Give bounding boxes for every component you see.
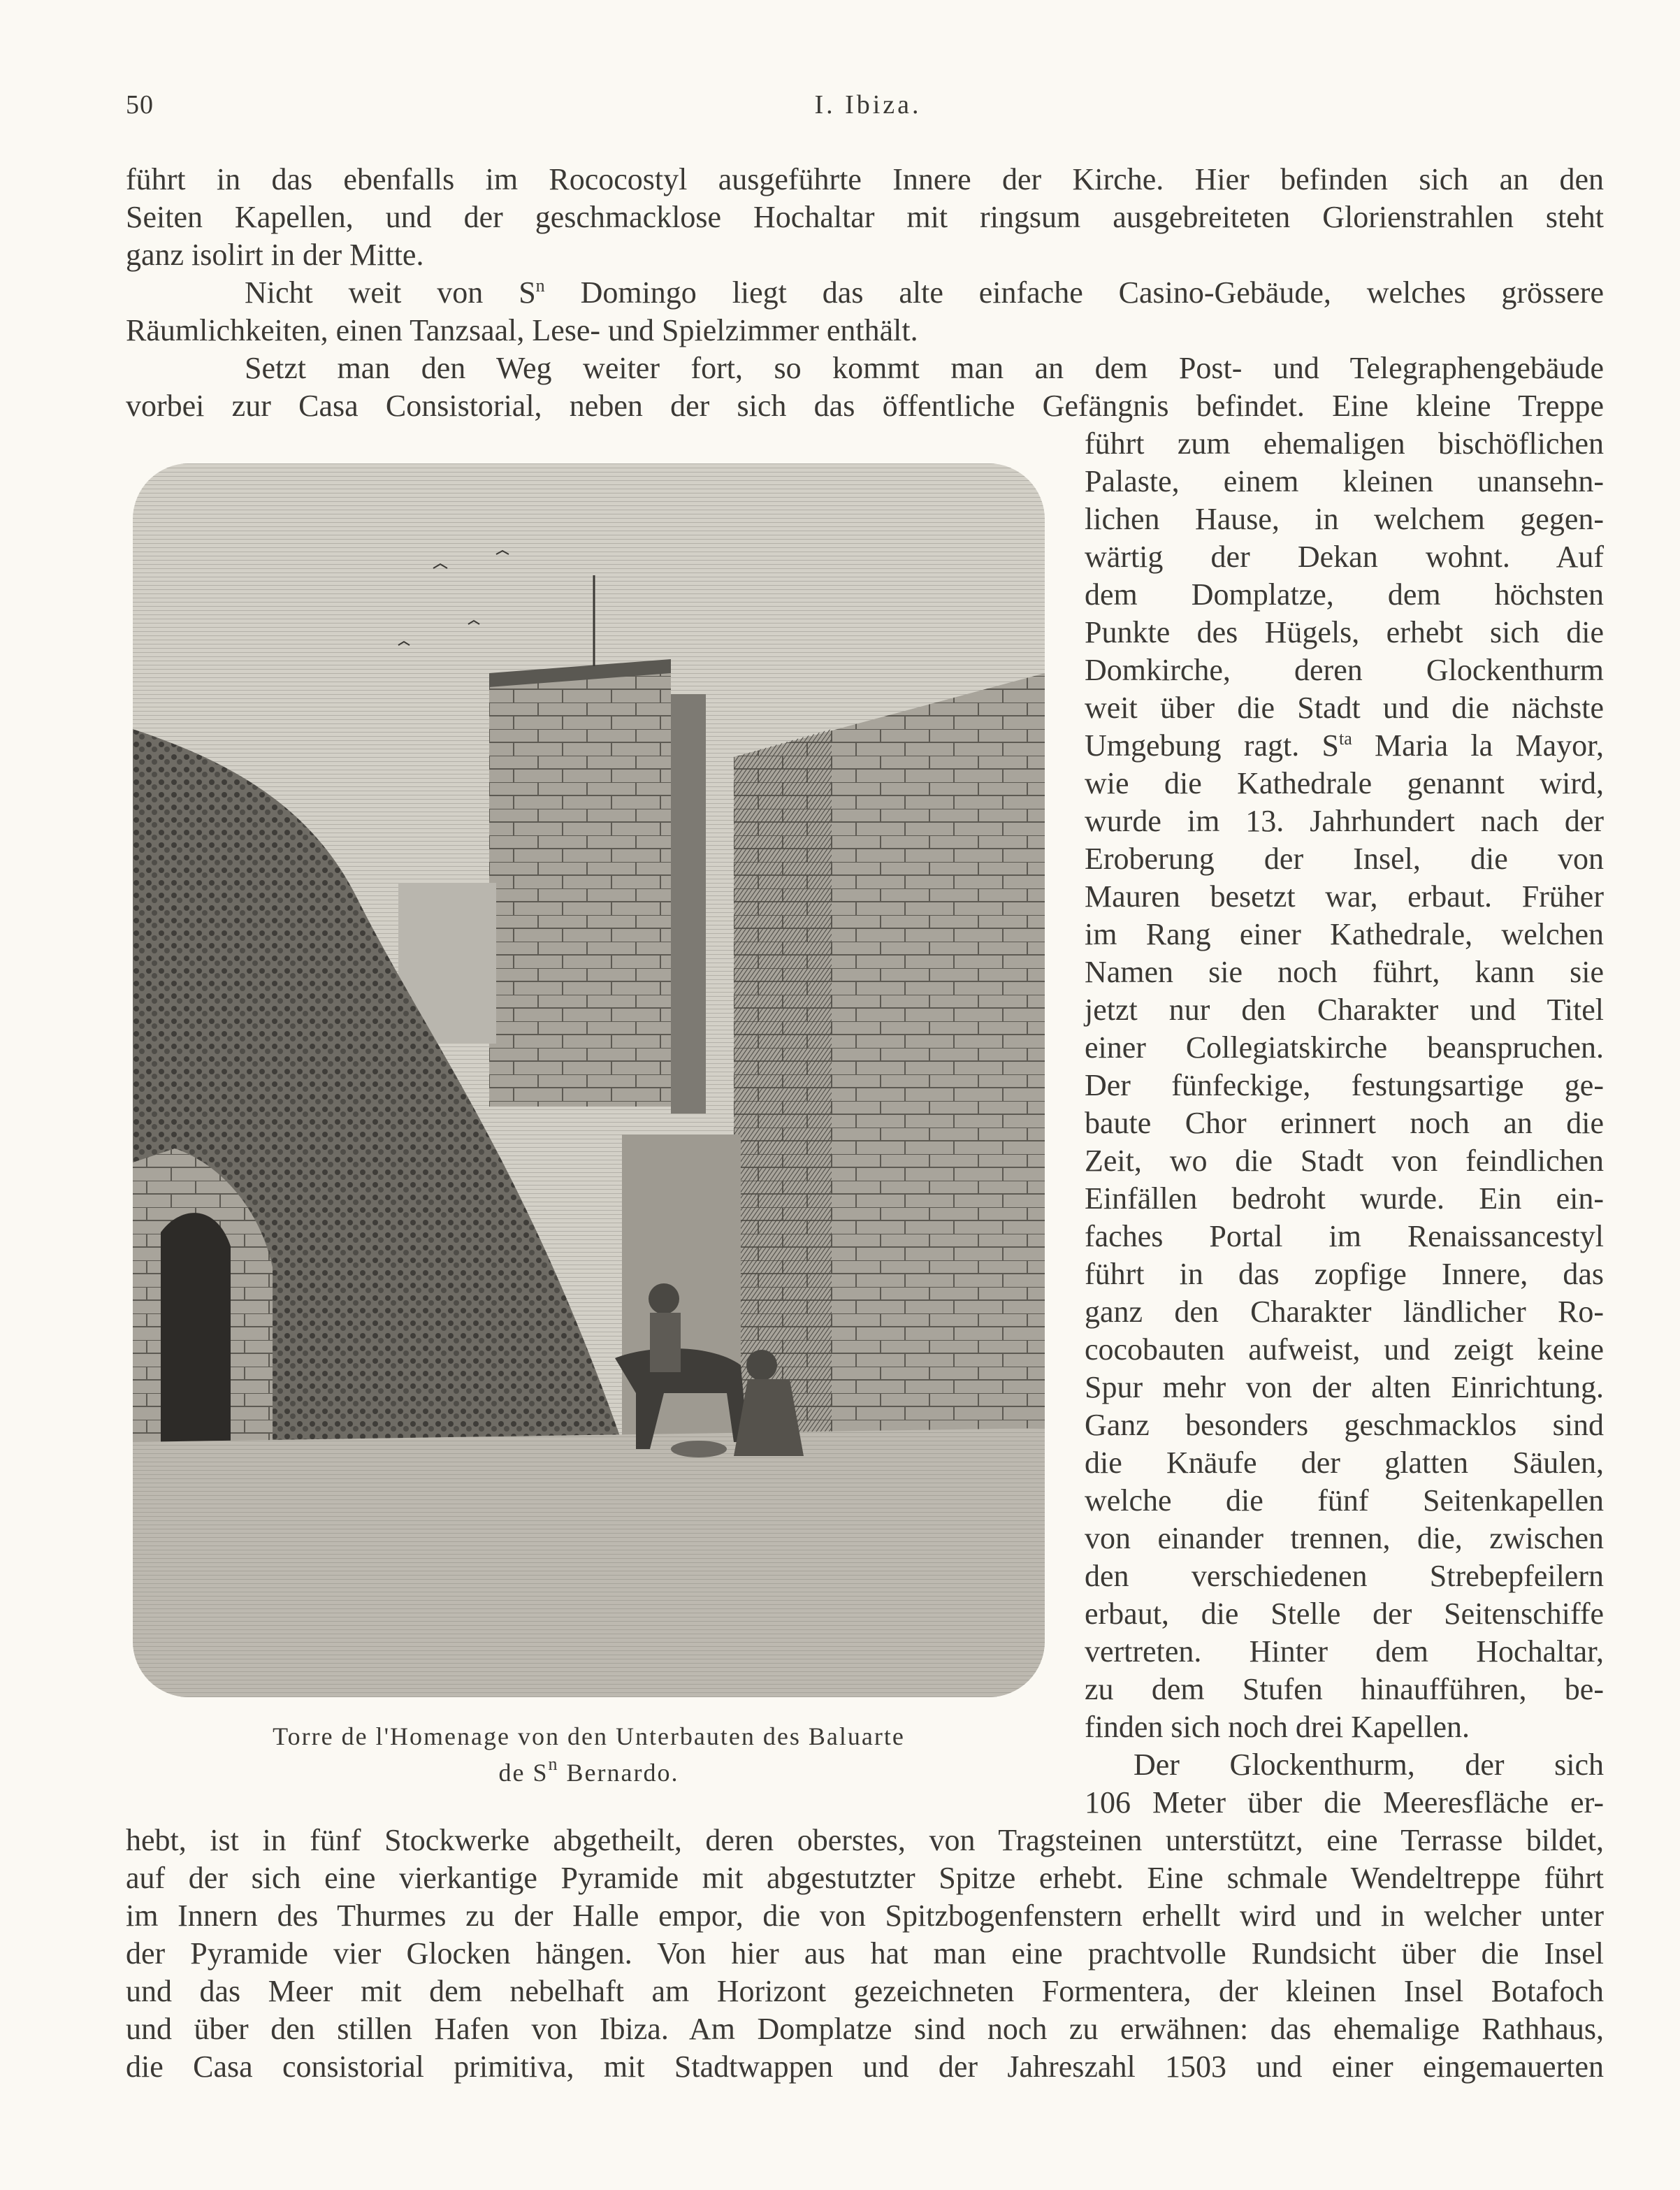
column-line: Einfällen bedroht wurde. Ein ein- — [1085, 1181, 1604, 1216]
column-line: Eroberung der Insel, die von — [1085, 842, 1604, 876]
column-line: Der fünfeckige, festungsartige ge- — [1085, 1068, 1604, 1102]
column-line: baute Chor erinnert noch an die — [1085, 1106, 1604, 1140]
column-line: weit über die Stadt und die nächste — [1085, 691, 1604, 725]
column-line: ganz den Charakter ländlicher Ro- — [1085, 1295, 1604, 1329]
text-line: im Innern des Thurmes zu der Halle empor, die von Spitzbogenfenstern erhellt wird und in welcher unter — [126, 1899, 1604, 1933]
text-line: Räumlichkeiten, einen Tanzsaal, Lese- und Spielzimmer enthält. — [126, 313, 918, 347]
column-line: welche die fünf Seitenkapellen — [1085, 1483, 1604, 1518]
text-line: und über den stillen Hafen von Ibiza. Am Domplatze sind noch zu erwähnen: das ehemalige Rathhaus, — [126, 2012, 1604, 2046]
figure-caption: de $S^n$ Bernardo. — [498, 1754, 679, 1787]
text-line: und das Meer mit dem nebelhaft am Horizont gezeichneten Formentera, der kleinen Insel Botafoch — [126, 1974, 1604, 2008]
column-line: von einander trennen, die, zwischen — [1085, 1521, 1604, 1555]
column-line: Der Glockenthurm, der sich — [1134, 1748, 1604, 1782]
column-line: den verschiedenen Strebepfeilern — [1085, 1559, 1604, 1593]
text-line: hebt, ist in fünf Stockwerke abgetheilt, deren oberstes, von Tragsteinen unterstützt, eine Terrasse bildet, — [126, 1823, 1604, 1857]
column-line: Namen sie noch führt, kann sie — [1085, 955, 1604, 989]
column-line: wie die Kathedrale genannt wird, — [1085, 766, 1604, 800]
column-line: Spur mehr von der alten Einrichtung. — [1085, 1370, 1604, 1404]
column-line: führt zum ehemaligen bischöflichen — [1085, 426, 1604, 461]
column-line: zu dem Stufen hinaufführen, be- — [1085, 1672, 1604, 1706]
column-line: dem Domplatze, dem höchsten — [1085, 577, 1604, 612]
column-line: cocobauten aufweist, und zeigt keine — [1085, 1332, 1604, 1367]
page-header — [126, 89, 1610, 129]
column-line: Palaste, einem kleinen unansehn- — [1085, 464, 1604, 498]
column-line: Domkirche, deren Glockenthurm — [1085, 653, 1604, 687]
engraving-illustration — [133, 463, 1045, 1697]
column-line: erbaut, die Stelle der Seitenschiffe — [1085, 1597, 1604, 1631]
column-line: lichen Hause, in welchem gegen- — [1085, 502, 1604, 536]
column-line: Mauren besetzt war, erbaut. Früher — [1085, 879, 1604, 914]
column-line: Ganz besonders geschmacklos sind — [1085, 1408, 1604, 1442]
column-line: finden sich noch drei Kapellen. — [1085, 1710, 1470, 1744]
figure-caption: Torre de l'Homenage von den Unterbauten des Baluarte — [273, 1722, 905, 1750]
text-line: Nicht weit von $S^n$ Domingo liegt das alte einfache Casino-Gebäude, welches grössere — [245, 275, 1604, 310]
column-line: Punkte des Hügels, erhebt sich die — [1085, 615, 1604, 649]
text-line: Setzt man den Weg weiter fort, so kommt man an dem Post- und Telegraphengebäude — [245, 351, 1604, 385]
column-line: führt in das zopfige Innere, das — [1085, 1257, 1604, 1291]
column-line: Zeit, wo die Stadt von feindlichen — [1085, 1144, 1604, 1178]
text-line: Seiten Kapellen, und der geschmacklose Hochaltar mit ringsum ausgebreiteten Glorienstrahlen steht — [126, 200, 1604, 234]
column-line: wurde im 13. Jahrhundert nach der — [1085, 804, 1604, 838]
page-number: 50 — [126, 90, 154, 120]
column-line: im Rang einer Kathedrale, welchen — [1085, 917, 1604, 951]
column-line: jetzt nur den Charakter und Titel — [1085, 993, 1604, 1027]
column-line: 106 Meter über die Meeresfläche er- — [1085, 1785, 1604, 1820]
text-line: der Pyramide vier Glocken hängen. Von hier aus hat man eine prachtvolle Rundsicht über die Insel — [126, 1936, 1604, 1971]
text-line: auf der sich eine vierkantige Pyramide mit abgestutzter Spitze erhebt. Eine schmale Wendeltreppe führt — [126, 1861, 1604, 1895]
column-line: die Knäufe der glatten Säulen, — [1085, 1446, 1604, 1480]
text-line: führt in das ebenfalls im Rococostyl ausgeführte Innere der Kirche. Hier befinden sich an den — [126, 162, 1604, 196]
column-line: vertreten. Hinter dem Hochaltar, — [1085, 1634, 1604, 1669]
column-line: Umgebung ragt. $S^{ta}$ Maria la Mayor, — [1085, 728, 1605, 763]
column-line: faches Portal im Renaissancestyl — [1085, 1219, 1604, 1253]
running-title: I. Ibiza. — [814, 90, 922, 120]
text-line: die Casa consistorial primitiva, mit Stadtwappen und der Jahreszahl 1503 und einer eingemauerten — [126, 2049, 1604, 2084]
text-line: vorbei zur Casa Consistorial, neben der sich das öffentliche Gefängnis befindet. Eine kleine Treppe — [126, 389, 1604, 423]
text-line: ganz isolirt in der Mitte. — [126, 238, 424, 272]
column-line: einer Collegiatskirche beanspruchen. — [1085, 1030, 1604, 1065]
column-line: wärtig der Dekan wohnt. Auf — [1085, 540, 1604, 574]
street-scene-engraving — [133, 463, 1045, 1697]
